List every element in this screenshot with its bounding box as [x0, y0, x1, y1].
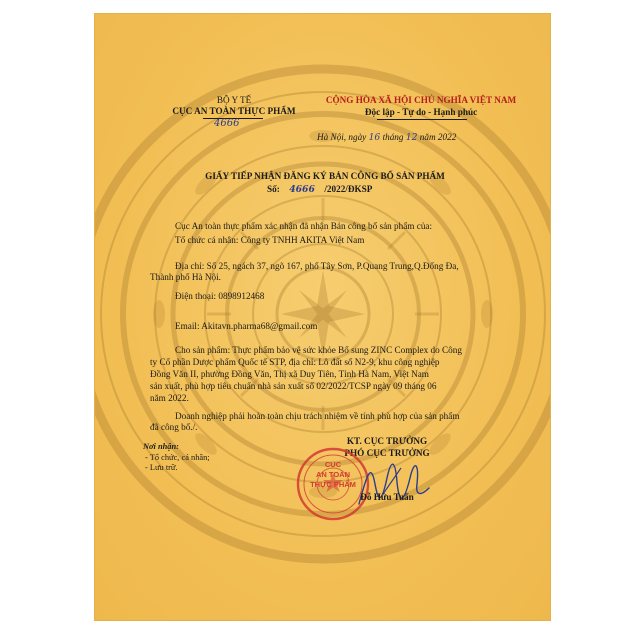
responsibility-line-2: đã công bố./.	[150, 422, 198, 432]
signature-title-1: KT. CỤC TRƯỞNG	[346, 436, 428, 446]
issue-date	[317, 132, 456, 143]
date-year: năm 2022	[419, 132, 457, 142]
product-line-4: sản xuất, phù hợp tiêu chuẩn nhà sản xuất số 02/2022/TCSP ngày 09 tháng 06	[150, 381, 437, 391]
certificate-number	[267, 184, 372, 195]
stamp-text-mid1: AN TOÀN	[315, 470, 351, 479]
date-month: 12	[405, 132, 418, 143]
national-motto: Độc lập - Tự do - Hạnh phúc	[364, 107, 478, 117]
recipients-title: Nơi nhận:	[143, 442, 179, 451]
product-line-3: Đồng Văn II, phường Đồng Văn, Thị xã Duy Tiên, Tỉnh Hà Nam, Việt Nam	[150, 369, 429, 379]
address-line-2: Thành phố Hà Nội.	[150, 272, 221, 282]
agency-name: CỤC AN TOÀN THỰC PHẨM	[172, 106, 296, 116]
number-label: Số:	[267, 184, 280, 194]
email: Email: Akitavn.pharma68@gmail.com	[175, 321, 318, 331]
date-month-label: tháng	[382, 132, 404, 142]
ministry-name: BỘ Y TẾ	[216, 95, 252, 105]
product-line-2: ty Cổ phần Dược phẩm Quốc tế STP, địa chỉ: Lô đất số N2-9, khu công nghiệp	[150, 357, 440, 367]
phone: Điện thoại: 0898912468	[175, 291, 265, 301]
handwritten-signature-icon	[353, 454, 433, 516]
product-line-5: năm 2022.	[150, 393, 189, 403]
certificate-title: GIẤY TIẾP NHẬN ĐĂNG KÝ BẢN CÔNG BỐ SẢN PHẨM	[205, 171, 445, 181]
nation-name: CỘNG HÒA XÃ HỘI CHỦ NGHĨA VIỆT NAM	[325, 95, 517, 105]
signature-title-2: PHÓ CỤC TRƯỞNG	[344, 448, 430, 458]
date-day: 16	[368, 132, 381, 143]
number-handwritten: 4666	[289, 184, 315, 195]
organization: Tổ chức cá nhân: Công ty TNHH AKITA Việt Nam	[175, 235, 365, 245]
body-intro: Cục An toàn thực phẩm xác nhận đã nhận Bản công bố sản phẩm của:	[175, 221, 433, 231]
number-suffix: /2022/ĐKSP	[324, 184, 373, 194]
date-prefix: Hà Nội, ngày	[317, 132, 367, 142]
stamp-text-top: CỤC	[324, 460, 342, 469]
product-line-1: Cho sản phẩm: Thực phẩm bảo vệ sức khỏe Bổ sung ZINC Complex do Công	[175, 345, 462, 355]
address-line-1: Địa chỉ: Số 25, ngách 37, ngõ 167, phố Tây Sơn, P.Quang Trung,Q.Đống Đa,	[175, 261, 459, 271]
recipient-archive: - Lưu trữ.	[145, 463, 178, 472]
recipient-organization: - Tổ chức, cá nhân;	[145, 453, 210, 462]
handwritten-number: 4666	[214, 118, 240, 129]
stamp-text-mid2: THỰC PHẨM	[310, 480, 356, 489]
responsibility-line-1: Doanh nghiệp phải hoàn toàn chịu trách nhiệm về tính phù hợp của sản phẩm	[175, 411, 460, 421]
motto-underline	[377, 119, 467, 120]
certificate-paper	[95, 14, 550, 620]
signer-name: Đỗ Hữu Tuấn	[360, 492, 414, 502]
